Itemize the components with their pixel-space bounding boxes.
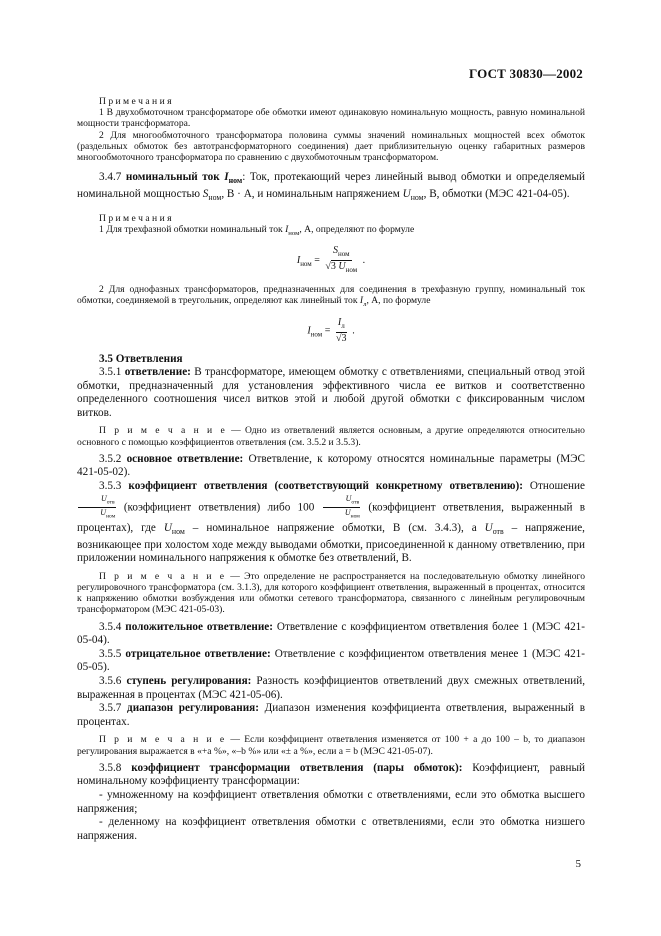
- definition-3-5-2: 3.5.2 основное ответвление: Ответвление, к которому относятся номинальные параметры (МЭС 421-05-02).: [77, 452, 586, 479]
- page-content: [77, 96, 585, 843]
- note-paragraph: 2 Для многообмоточного трансформатора половина суммы значений номинальных мощностей всех обмоток (раздельных обмоток без автотрансформаторного соединения) дает приблизительную оценку габаритных размеров многообмоточного трансформатора по сравнению с двухобмоточным трансформатором.: [77, 129, 585, 164]
- notes-title: П р и м е ч а н и я: [99, 212, 172, 224]
- note-paragraph: П р и м е ч а н и е — Одно из ответвлений является основным, а другие определяются относительно основного с помощью коэффициентов ответвления (см. 3.5.2 и 3.5.3).: [77, 425, 585, 448]
- term: номинальный ток: [125, 171, 220, 184]
- definition-3-5-5: 3.5.5 отрицательное ответвление: Ответвление с коэффициентом ответвления менее 1 (МЭС 421-05-05).: [77, 647, 585, 674]
- page-number: 5: [575, 858, 581, 870]
- list-item: - деленному на коэффициент ответвления обмотки с ответвлениями, если это обмотка низшего напряжения.: [77, 816, 585, 842]
- document-header: ГОСТ 30830—2002: [468, 66, 583, 81]
- note-paragraph: 1 В двухобмоточном трансформаторе обе обмотки имеют одинаковую номинальную мощность, равную номинальной мощности трансформатора.: [77, 107, 585, 130]
- definition-3-4-7: 3.4.7 номинальный ток $I_{ном}$: Ток, протекающий через линейный вывод обмотки и определяемый номинальной мощностью $S_{ном}$, В · А, и номинальным напряжением $U_{ном}$, В, обмотки (МЭС 421-04-05).: [77, 171, 586, 203]
- notes-title: П р и м е ч а н и я: [99, 96, 172, 107]
- definition-3-5-6: 3.5.6 ступень регулирования: Разность коэффициентов ответвлений двух смежных ответвлений, выраженная в процентах (МЭС 421-05-06).: [77, 675, 586, 701]
- note-paragraph: П р и м е ч а н и е — Если коэффициент ответвления изменяется от 100 + a до 100 – b, то диапазон регулирования выражается в «+a %», «–b %» или «± a %», если a = b (МЭС 421-05-07).: [77, 734, 585, 757]
- formula-rated-current-delta: $I_{ном}$ = $\frac{I_л}{√3}$ .: [307, 316, 355, 344]
- note-paragraph: П р и м е ч а н и е — Это определение не распространяется на последовательную обмотку линейного регулировочного трансформатора (см. 3.1.3), для которого коэффициент ответвления, выраженный в процентах, относится к напряжению обмотки возбуждения или обмотки сетевого трансформатора, связанного с линейным регулировочным трансформатором (МЭС 421-05-03).: [77, 570, 585, 616]
- list-item: - умноженному на коэффициент ответвления обмотки с ответвлениями, если это обмотка высшего напряжения;: [77, 789, 585, 815]
- formula-rated-current-3phase: $I_{ном}$ = $\frac{S_{ном}}{√3 U_{ном}}$ .: [296, 245, 366, 275]
- definition-3-5-1: 3.5.1 ответвление: В трансформаторе, имеющем обмотку с ответвлениями, специальный отвод этой обмотки, предназначенный для установления эффективного числа ее витков и соответственно определенного соотношения чисел витков этой и любой другой обмотки с фиксированным числом витков.: [77, 366, 585, 419]
- note-paragraph: 1 Для трехфазной обмотки номинальный ток $I_{ном}$, А, определяют по формуле: [99, 224, 415, 237]
- definition-3-5-7: 3.5.7 диапазон регулирования: Диапазон изменения коэффициента ответвления, выраженный в процентах.: [77, 702, 585, 728]
- definition-3-5-4: 3.5.4 положительное ответвление: Ответвление с коэффициентом ответвления более 1 (МЭС 421-05-04).: [77, 620, 585, 647]
- section-title: 3.5 Ответвления: [99, 352, 183, 365]
- definition-3-5-8: 3.5.8 коэффициент трансформации ответвления (пары обмоток): Коэффициент, равный номинальному коэффициенту трансформации:: [77, 761, 585, 788]
- note-paragraph: 2 Для однофазных трансформаторов, предназначенных для соединения в трехфазную группу, номинальный ток обмотки, соединяемой в треугольник, определяют как линейный ток $I_л$, А, по формуле: [77, 284, 585, 309]
- definition-3-5-3: 3.5.3 коэффициент ответвления (соответствующий конкретному ответвлению): Отношение $U_{отв}$ $U_{ном}$ (коэффициент ответвления) либо 100 $U_{отв}$ $U_{ном}$ (коэффициент ответвления, выраженный в процентах), где $U_{ном}$ – номинальное напряжение обмотки, В (см. 3.4.3), а $U_{отв}$ – напряжение, возникающее при холостом ходе между выводами обмотки, присоединенной к данному ответвлению, при приложении номинального напряжения к обмотке без ответвлений, В.: [77, 480, 585, 565]
